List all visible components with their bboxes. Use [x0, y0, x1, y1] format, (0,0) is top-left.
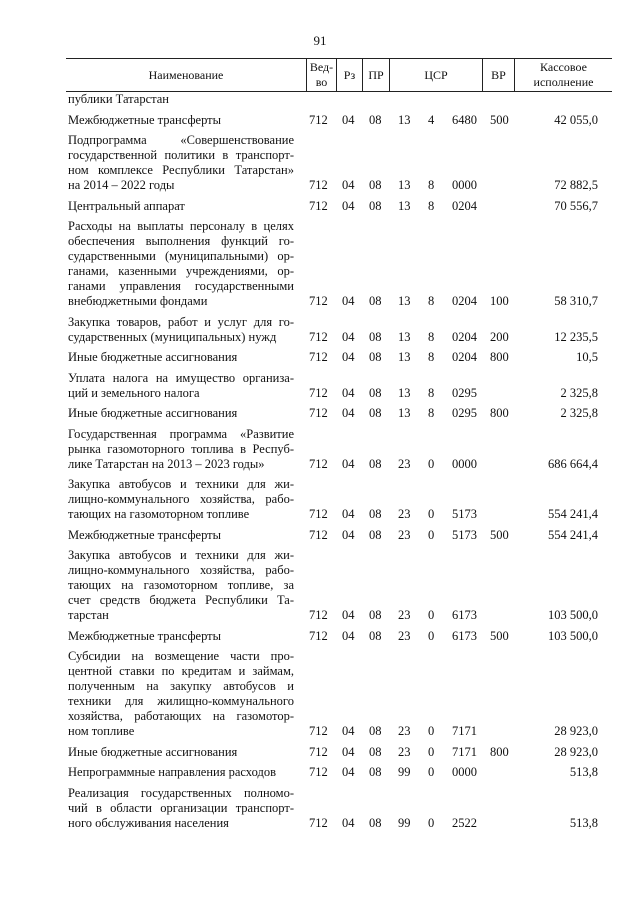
- row-name: [68, 629, 294, 644]
- header-pr: ПР: [362, 59, 389, 91]
- row-csr-program: 23: [398, 628, 411, 643]
- header-sum: Кассовое исполнение: [514, 59, 612, 91]
- row-csr-direction: 0204: [452, 350, 477, 364]
- row-name-line: внебюджетными фондами: [68, 294, 208, 308]
- row-pr: 08: [369, 178, 382, 192]
- row-ved: 712: [309, 385, 328, 400]
- row-csr-program: 99: [398, 815, 411, 830]
- row-name-line: обеспечения выполнения функций го-: [68, 234, 294, 248]
- row-ved: 712: [309, 294, 328, 308]
- row-name-line: Закупка автобусов и техники для жи-: [68, 548, 294, 562]
- row-csr-direction: 6173: [452, 608, 477, 622]
- row-csr-subprogram: 8: [428, 329, 435, 344]
- row-ved: 712: [309, 198, 328, 213]
- row-name: [68, 371, 294, 401]
- row-name: [68, 199, 294, 214]
- row-ved: 712: [309, 329, 328, 344]
- row-name-line: Непрограммные направления расходов: [68, 765, 276, 779]
- row-name: [68, 786, 294, 831]
- row-name: [68, 350, 294, 365]
- row-sum: 2 325,8: [560, 406, 598, 420]
- row-sum: 28 923,0: [554, 724, 598, 738]
- row-csr-subprogram: 8: [428, 350, 435, 364]
- row-sum: 554 241,4: [548, 527, 598, 542]
- row-name-line: рынка газомоторного топлива в Респуб-: [68, 441, 294, 456]
- row-name-line: ганами управления государственными: [68, 279, 294, 293]
- header-rz: Рз: [336, 59, 362, 91]
- row-csr-subprogram: 0: [428, 608, 435, 622]
- row-csr-subprogram: 0: [428, 744, 435, 759]
- row-csr-direction: 0000: [452, 765, 477, 779]
- row-csr-program: 13: [398, 329, 411, 344]
- row-name-line: Уплата налога на имущество организа-: [68, 370, 294, 385]
- row-vr: 800: [490, 350, 509, 364]
- page-number: 91: [313, 33, 327, 48]
- row-csr-direction: 0204: [452, 329, 477, 344]
- row-csr-program: 23: [398, 527, 411, 542]
- row-name-line: ного обслуживания населения: [68, 815, 229, 830]
- row-name-line: Иные бюджетные ассигнования: [68, 744, 238, 759]
- row-csr-direction: 7171: [452, 744, 477, 759]
- row-pr: 08: [369, 456, 382, 471]
- row-name: [68, 548, 294, 623]
- row-vr: 500: [490, 628, 509, 643]
- header-vr: ВР: [482, 59, 514, 91]
- row-csr-subprogram: 0: [428, 724, 435, 738]
- row-pr: 08: [369, 724, 382, 738]
- row-name-line: полученным на закупку автобусов и: [68, 679, 294, 693]
- row-pr: 08: [369, 765, 382, 779]
- row-csr-program: 13: [398, 294, 411, 308]
- row-sum: 70 556,7: [554, 198, 598, 213]
- row-name: [68, 133, 294, 193]
- row-rz: 04: [342, 527, 355, 542]
- row-csr-program: 23: [398, 456, 411, 471]
- row-csr-direction: 2522: [452, 815, 477, 830]
- row-ved: 712: [309, 112, 328, 127]
- row-csr-subprogram: 0: [428, 765, 435, 779]
- header-csr: ЦСР: [389, 59, 482, 91]
- row-ved: 712: [309, 178, 328, 192]
- row-name-line: тающих на газомоторном топливе: [68, 507, 250, 521]
- row-name: [68, 477, 294, 522]
- row-rz: 04: [342, 628, 355, 643]
- row-csr-subprogram: 8: [428, 198, 435, 213]
- row-csr-program: 23: [398, 724, 411, 738]
- row-csr-program: 99: [398, 765, 411, 779]
- row-csr-program: 13: [398, 198, 411, 213]
- row-name: [68, 219, 294, 309]
- row-name-line: ном комплексе Республики Татарстан»: [68, 163, 294, 177]
- row-ved: 712: [309, 507, 328, 521]
- row-pr: 08: [369, 527, 382, 542]
- row-name-line: техники для жилищно-коммунального: [68, 694, 294, 708]
- row-vr: 200: [490, 329, 509, 344]
- row-csr-program: 13: [398, 178, 411, 192]
- row-name: [68, 92, 294, 107]
- row-name-line: Закупка автобусов и техники для жи-: [68, 477, 294, 491]
- row-csr-subprogram: 4: [428, 112, 435, 127]
- row-ved: 712: [309, 527, 328, 542]
- row-rz: 04: [342, 456, 355, 471]
- row-rz: 04: [342, 112, 355, 127]
- row-rz: 04: [342, 724, 355, 738]
- row-csr-subprogram: 0: [428, 628, 435, 643]
- row-name-line: лищно-коммунального хозяйства, рабо-: [68, 492, 294, 506]
- row-ved: 712: [309, 628, 328, 643]
- table-header: [66, 58, 612, 92]
- row-name: [68, 649, 294, 739]
- row-rz: 04: [342, 329, 355, 344]
- header-name: Наименование: [148, 67, 224, 82]
- row-ved: 712: [309, 815, 328, 830]
- row-sum: 513,8: [569, 815, 598, 830]
- row-name-line: на 2014 – 2022 годы: [68, 178, 175, 192]
- row-ved: 712: [309, 724, 328, 738]
- row-name-line: лике Татарстан на 2013 – 2023 годы»: [68, 456, 265, 471]
- row-csr-direction: 6173: [452, 628, 477, 643]
- row-csr-direction: 0295: [452, 406, 477, 420]
- row-vr: 500: [490, 527, 509, 542]
- row-vr: 800: [490, 744, 509, 759]
- row-name-line: Межбюджетные трансферты: [68, 112, 222, 127]
- row-csr-program: 13: [398, 406, 411, 420]
- row-sum: 72 882,5: [554, 178, 598, 192]
- row-sum: 2 325,8: [560, 385, 598, 400]
- row-csr-program: 23: [398, 608, 411, 622]
- row-pr: 08: [369, 406, 382, 420]
- row-name-line: лищно-коммунального хозяйства, рабо-: [68, 563, 294, 577]
- header-ved: Вед- во: [306, 59, 336, 91]
- row-name-line: ций и земельного налога: [68, 385, 200, 400]
- row-rz: 04: [342, 350, 355, 364]
- row-name: [68, 765, 294, 780]
- row-pr: 08: [369, 294, 382, 308]
- row-sum: 58 310,7: [554, 294, 598, 308]
- row-name-line: Иные бюджетные ассигнования: [68, 350, 238, 364]
- row-csr-direction: 7171: [452, 724, 477, 738]
- row-sum: 554 241,4: [548, 507, 598, 521]
- row-sum: 12 235,5: [554, 329, 598, 344]
- row-sum: 513,8: [569, 765, 598, 779]
- row-rz: 04: [342, 198, 355, 213]
- row-csr-direction: 0000: [452, 178, 477, 192]
- row-csr-program: 23: [398, 507, 411, 521]
- row-name: [68, 745, 294, 760]
- row-rz: 04: [342, 178, 355, 192]
- row-name-line: Государственная программа «Развитие: [68, 426, 294, 441]
- row-rz: 04: [342, 608, 355, 622]
- row-csr-program: 23: [398, 744, 411, 759]
- row-name-line: Реализация государственных полномо-: [68, 785, 294, 800]
- row-pr: 08: [369, 628, 382, 643]
- row-sum: 103 500,0: [548, 608, 598, 622]
- row-name-line: хозяйства, работающих на газомотор-: [68, 709, 294, 723]
- row-ved: 712: [309, 744, 328, 759]
- row-name: [68, 427, 294, 472]
- row-vr: 100: [490, 294, 509, 308]
- row-csr-subprogram: 8: [428, 406, 435, 420]
- row-rz: 04: [342, 406, 355, 420]
- row-sum: 28 923,0: [554, 744, 598, 759]
- row-name-line: сударственными (муниципальными) ор-: [68, 249, 294, 263]
- row-name-line: Подпрограмма «Совершенствование: [68, 133, 294, 147]
- row-name-line: публики Татарстан: [68, 92, 170, 106]
- row-sum: 42 055,0: [554, 112, 598, 127]
- row-name: [68, 528, 294, 543]
- row-name: [68, 315, 294, 345]
- row-rz: 04: [342, 294, 355, 308]
- row-ved: 712: [309, 406, 328, 420]
- row-csr-subprogram: 8: [428, 385, 435, 400]
- row-name-line: государственной политики в транспорт-: [68, 148, 294, 162]
- row-name-line: центной ставки по кредитам и займам,: [68, 664, 294, 678]
- row-name-line: Центральный аппарат: [68, 198, 185, 213]
- row-rz: 04: [342, 744, 355, 759]
- row-ved: 712: [309, 608, 328, 622]
- row-csr-subprogram: 0: [428, 815, 435, 830]
- row-rz: 04: [342, 815, 355, 830]
- row-sum: 103 500,0: [548, 628, 598, 643]
- row-csr-subprogram: 8: [428, 178, 435, 192]
- row-csr-direction: 5173: [452, 507, 477, 521]
- row-pr: 08: [369, 507, 382, 521]
- row-name-line: Иные бюджетные ассигнования: [68, 406, 238, 420]
- row-name-line: Межбюджетные трансферты: [68, 527, 222, 542]
- row-name-line: ном топливе: [68, 724, 135, 738]
- row-sum: 686 664,4: [548, 456, 598, 471]
- row-ved: 712: [309, 350, 328, 364]
- row-vr: 800: [490, 406, 509, 420]
- row-name: [68, 113, 294, 128]
- row-pr: 08: [369, 744, 382, 759]
- row-name-line: тарстан: [68, 608, 109, 622]
- row-csr-program: 13: [398, 350, 411, 364]
- row-pr: 08: [369, 815, 382, 830]
- row-csr-direction: 0295: [452, 385, 477, 400]
- row-csr-subprogram: 8: [428, 294, 435, 308]
- row-pr: 08: [369, 350, 382, 364]
- row-sum: 10,5: [576, 350, 598, 364]
- row-csr-direction: 0204: [452, 294, 477, 308]
- row-pr: 08: [369, 385, 382, 400]
- row-csr-subprogram: 0: [428, 456, 435, 471]
- row-name-line: Закупка товаров, работ и услуг для го-: [68, 314, 294, 329]
- row-csr-subprogram: 0: [428, 527, 435, 542]
- row-name-line: счет средств бюджета Республики Та-: [68, 593, 294, 607]
- row-name-line: тающих на газомоторном топливе, за: [68, 578, 294, 592]
- row-csr-program: 13: [398, 385, 411, 400]
- row-name-line: ганами, казенными учреждениями, ор-: [68, 264, 294, 278]
- row-name-line: сударственных (муниципальных) нужд: [68, 329, 277, 344]
- row-name-line: Расходы на выплаты персоналу в целях: [68, 219, 294, 233]
- row-csr-subprogram: 0: [428, 507, 435, 521]
- row-ved: 712: [309, 765, 328, 779]
- row-pr: 08: [369, 329, 382, 344]
- row-csr-direction: 0000: [452, 456, 477, 471]
- row-csr-direction: 5173: [452, 527, 477, 542]
- row-name-line: Межбюджетные трансферты: [68, 628, 222, 643]
- row-csr-program: 13: [398, 112, 411, 127]
- row-pr: 08: [369, 608, 382, 622]
- row-name: [68, 406, 294, 421]
- row-name-line: чий в области организации транспорт-: [68, 800, 294, 815]
- row-pr: 08: [369, 112, 382, 127]
- row-pr: 08: [369, 198, 382, 213]
- row-csr-direction: 0204: [452, 198, 477, 213]
- row-ved: 712: [309, 456, 328, 471]
- row-rz: 04: [342, 385, 355, 400]
- row-rz: 04: [342, 507, 355, 521]
- row-name-line: Субсидии на возмещение части про-: [68, 649, 294, 663]
- row-vr: 500: [490, 112, 509, 127]
- row-rz: 04: [342, 765, 355, 779]
- row-csr-direction: 6480: [452, 112, 477, 127]
